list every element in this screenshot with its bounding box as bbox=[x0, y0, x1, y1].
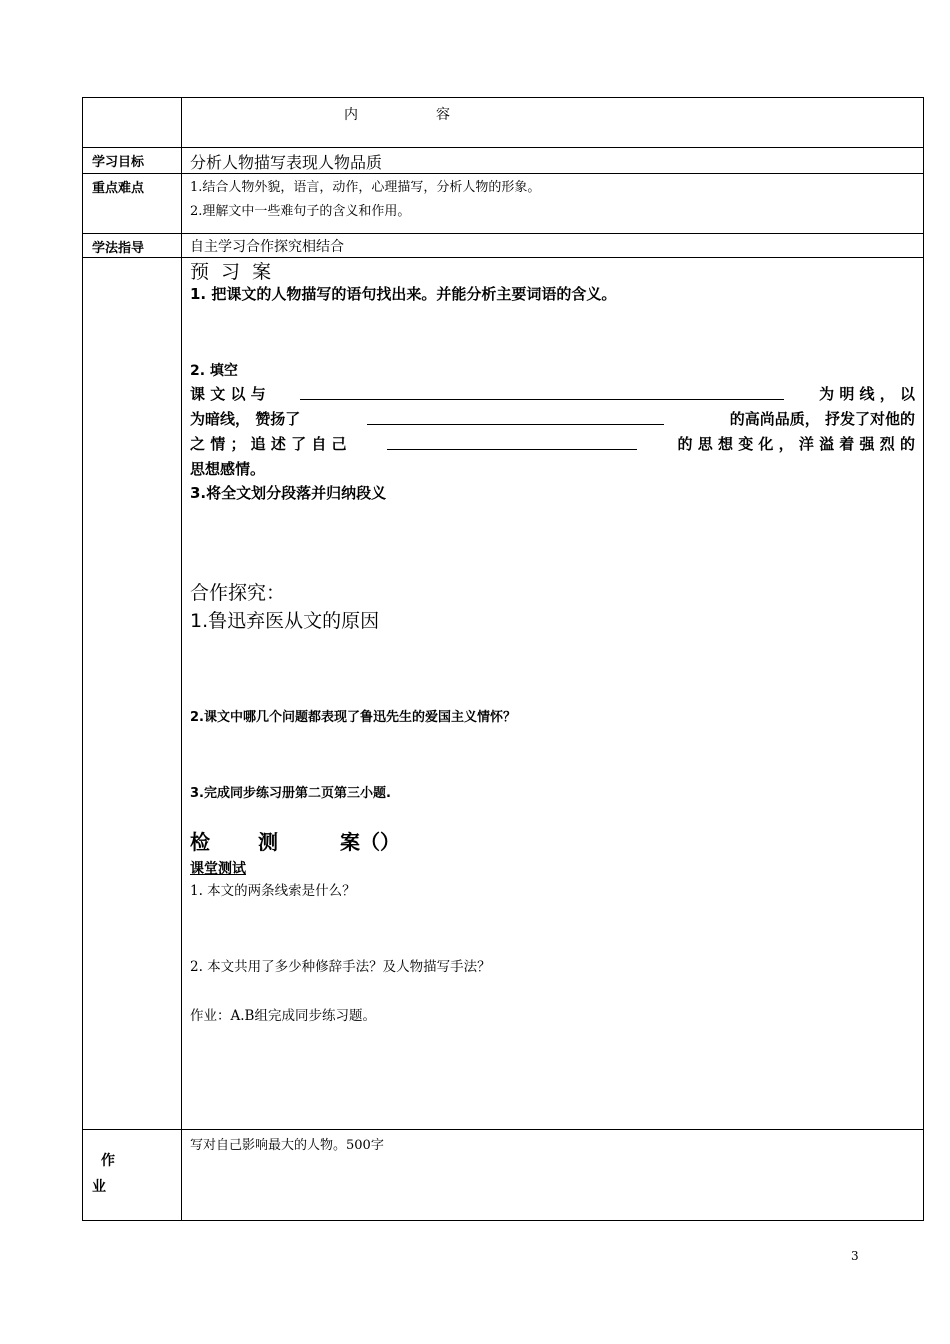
key-point-2: 2.理解文中一些难句子的含义和作用。 bbox=[190, 204, 411, 219]
header-empty-cell bbox=[83, 98, 182, 148]
fill-line-1-start: 课 文 以 与 bbox=[190, 385, 266, 403]
fill-line-3-start: 之 情 ； 追 述 了 自 己 bbox=[190, 435, 347, 453]
row-study-method bbox=[83, 234, 924, 258]
fill-line-4: 思想感情。 bbox=[190, 460, 266, 478]
test-title bbox=[190, 826, 400, 855]
coop-question-2: 2.课文中哪几个问题都表现了鲁迅先生的爱国主义情怀？ bbox=[190, 710, 516, 725]
main-empty-cell bbox=[83, 258, 182, 1130]
test-title-char-3: 案（） bbox=[340, 830, 400, 854]
table-header-row bbox=[83, 98, 924, 148]
fill-line-1-end: 为 明 线 ， 以 bbox=[819, 385, 915, 403]
fill-blank-3[interactable] bbox=[387, 433, 637, 450]
row-key-points bbox=[83, 174, 924, 234]
fill-blank-1[interactable] bbox=[300, 383, 784, 400]
coop-question-3: 3.完成同步练习册第二页第三小题. bbox=[190, 786, 391, 801]
test-homework: 作业：A.B组完成同步练习题。 bbox=[190, 1008, 376, 1024]
page-number: 3 bbox=[851, 1249, 859, 1263]
fill-line-2 bbox=[190, 408, 915, 429]
learning-goal-value: 分析人物描写表现人物品质 bbox=[190, 153, 383, 172]
homework-value: 写对自己影响最大的人物。500字 bbox=[190, 1138, 384, 1153]
test-title-char-1: 检 bbox=[190, 830, 210, 854]
test-title-char-2: 测 bbox=[258, 830, 278, 854]
fill-line-1 bbox=[190, 383, 915, 404]
class-test-subtitle: 课堂测试 bbox=[190, 861, 246, 877]
header-char-2: 容 bbox=[436, 107, 450, 123]
row-main-content bbox=[83, 258, 924, 1130]
key-points-label: 重点难点 bbox=[92, 181, 145, 196]
fill-line-2-end: 的高尚品质， 抒发了对他的 bbox=[729, 410, 915, 428]
fill-line-3 bbox=[190, 433, 915, 454]
fill-line-2-start: 为暗线， 赞扬了 bbox=[190, 410, 301, 428]
lesson-plan-sheet bbox=[82, 97, 924, 1223]
learning-goal-label: 学习目标 bbox=[92, 155, 145, 170]
coop-question-1: 1.鲁迅弃医从文的原因 bbox=[190, 610, 380, 632]
fill-blank-2[interactable] bbox=[367, 408, 664, 425]
lesson-plan-table bbox=[82, 97, 924, 1221]
preview-question-1: 1. 把课文的人物描写的语句找出来。并能分析主要词语的含义。 bbox=[190, 285, 617, 303]
row-homework bbox=[83, 1130, 924, 1221]
fill-line-3-end: 的 思 想 变 化 ， 洋 溢 着 强 烈 的 bbox=[677, 435, 915, 453]
header-char-1: 内 bbox=[344, 107, 358, 123]
study-method-label: 学法指导 bbox=[92, 241, 145, 256]
preview-title: 预 习 案 bbox=[190, 261, 275, 283]
coop-title: 合作探究： bbox=[190, 582, 286, 604]
key-point-1: 1.结合人物外貌，语言，动作，心理描写，分析人物的形象。 bbox=[190, 180, 541, 195]
preview-question-2: 2. 填空 bbox=[190, 363, 238, 379]
main-content-cell bbox=[182, 258, 924, 1130]
test-question-1: 1. 本文的两条线索是什么？ bbox=[190, 883, 356, 899]
study-method-value: 自主学习合作探究相结合 bbox=[190, 239, 344, 255]
homework-label-2: 业 bbox=[92, 1179, 106, 1195]
row-learning-goal bbox=[83, 148, 924, 174]
test-question-2: 2. 本文共用了多少种修辞手法？及人物描写手法？ bbox=[190, 959, 491, 975]
preview-question-3: 3.将全文划分段落并归纳段义 bbox=[190, 484, 387, 502]
header-content-cell bbox=[182, 98, 924, 148]
homework-label-1: 作 bbox=[101, 1153, 115, 1169]
